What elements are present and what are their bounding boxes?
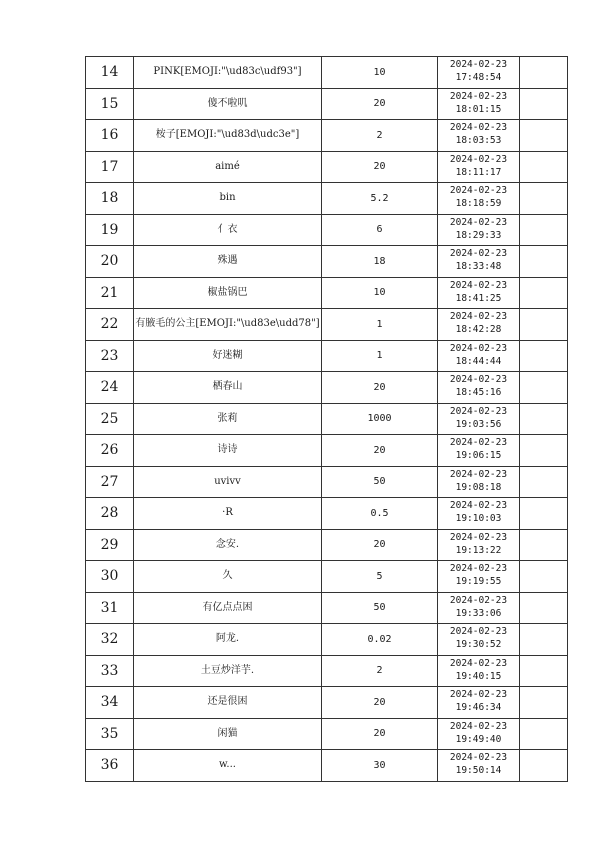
donation-timestamp (438, 466, 520, 498)
donation-amount: 6 (322, 214, 438, 246)
donation-amount: 20 (322, 435, 438, 467)
donation-time: 18:44:44 (455, 355, 502, 367)
donation-date: 2024-02-23 (449, 59, 508, 71)
remarks-cell (520, 120, 568, 152)
table-row (86, 403, 568, 435)
donor-name: 张莉 (134, 403, 322, 435)
table-row (86, 57, 568, 89)
remarks-cell (520, 718, 568, 750)
donor-name: 还是很困 (134, 687, 322, 719)
table-row (86, 750, 568, 782)
donation-table-body (86, 57, 568, 782)
row-number: 28 (86, 498, 134, 530)
donation-timestamp (438, 624, 520, 656)
donation-time: 19:30:52 (455, 639, 502, 651)
donor-name: 闲猫 (134, 718, 322, 750)
donation-time: 19:06:15 (455, 450, 502, 462)
table-row (86, 435, 568, 467)
donation-amount: 2 (322, 655, 438, 687)
donation-date: 2024-02-23 (449, 279, 508, 291)
donor-name: 念安. (134, 529, 322, 561)
table-row (86, 718, 568, 750)
row-number: 35 (86, 718, 134, 750)
remarks-cell (520, 309, 568, 341)
table-row (86, 561, 568, 593)
donation-date: 2024-02-23 (449, 531, 508, 543)
donation-amount: 10 (322, 277, 438, 309)
donation-date: 2024-02-23 (449, 374, 508, 386)
donor-name: 诗诗 (134, 435, 322, 467)
remarks-cell (520, 687, 568, 719)
donation-date: 2024-02-23 (449, 437, 508, 449)
table-row (86, 498, 568, 530)
donor-name: 殊遇 (134, 246, 322, 278)
donor-name: uvivv (134, 466, 322, 498)
donation-date: 2024-02-23 (449, 216, 508, 228)
table-row (86, 277, 568, 309)
donation-time: 18:29:33 (455, 229, 502, 241)
remarks-cell (520, 624, 568, 656)
donation-time: 19:19:55 (455, 576, 502, 588)
donation-timestamp (438, 529, 520, 561)
table-row (86, 340, 568, 372)
donation-amount: 50 (322, 466, 438, 498)
donor-name: 椒盐锅巴 (134, 277, 322, 309)
donation-amount: 20 (322, 718, 438, 750)
row-number: 36 (86, 750, 134, 782)
donation-timestamp (438, 151, 520, 183)
donation-amount: 10 (322, 57, 438, 89)
remarks-cell (520, 435, 568, 467)
row-number: 26 (86, 435, 134, 467)
table-row (86, 529, 568, 561)
remarks-cell (520, 655, 568, 687)
donor-name: 久 (134, 561, 322, 593)
donation-date: 2024-02-23 (449, 90, 508, 102)
remarks-cell (520, 277, 568, 309)
donation-time: 19:50:14 (455, 765, 502, 777)
donation-timestamp (438, 277, 520, 309)
donation-timestamp (438, 498, 520, 530)
donation-timestamp (438, 403, 520, 435)
donation-time: 19:08:18 (455, 481, 502, 493)
remarks-cell (520, 561, 568, 593)
donation-time: 18:11:17 (455, 166, 502, 178)
remarks-cell (520, 340, 568, 372)
donation-amount: 18 (322, 246, 438, 278)
table-row (86, 687, 568, 719)
donor-name: PINK[EMOJI:"\ud83c\udf93"] (134, 57, 322, 89)
remarks-cell (520, 466, 568, 498)
donation-time: 19:33:06 (455, 607, 502, 619)
donor-name: 土豆炒洋芋. (134, 655, 322, 687)
donation-amount: 5.2 (322, 183, 438, 215)
donation-time: 18:03:53 (455, 135, 502, 147)
donation-time: 18:41:25 (455, 292, 502, 304)
donor-name: 有腋毛的公主[EMOJI:"\ud83e\udd78"] (134, 309, 322, 341)
donor-name: aimé (134, 151, 322, 183)
table-row (86, 592, 568, 624)
donation-date: 2024-02-23 (449, 342, 508, 354)
row-number: 15 (86, 88, 134, 120)
donation-date: 2024-02-23 (449, 248, 508, 260)
donation-date: 2024-02-23 (449, 405, 508, 417)
donation-date: 2024-02-23 (449, 657, 508, 669)
row-number: 17 (86, 151, 134, 183)
donation-timestamp (438, 561, 520, 593)
donation-date: 2024-02-23 (449, 468, 508, 480)
donation-timestamp (438, 372, 520, 404)
donation-time: 19:40:15 (455, 670, 502, 682)
table-row (86, 624, 568, 656)
donation-date: 2024-02-23 (449, 563, 508, 575)
donation-time: 18:33:48 (455, 261, 502, 273)
table-row (86, 120, 568, 152)
donation-timestamp (438, 246, 520, 278)
donation-timestamp (438, 655, 520, 687)
donation-amount: 50 (322, 592, 438, 624)
remarks-cell (520, 183, 568, 215)
donation-date: 2024-02-23 (449, 720, 508, 732)
donation-time: 17:48:54 (455, 72, 502, 84)
donation-timestamp (438, 718, 520, 750)
table-row (86, 88, 568, 120)
donation-timestamp (438, 340, 520, 372)
table-row (86, 372, 568, 404)
donation-amount: 30 (322, 750, 438, 782)
table-row (86, 466, 568, 498)
donation-date: 2024-02-23 (449, 153, 508, 165)
row-number: 22 (86, 309, 134, 341)
donation-time: 18:01:15 (455, 103, 502, 115)
donor-name: 桉子[EMOJI:"\ud83d\udc3e"] (134, 120, 322, 152)
row-number: 25 (86, 403, 134, 435)
donation-time: 18:18:59 (455, 198, 502, 210)
remarks-cell (520, 372, 568, 404)
row-number: 31 (86, 592, 134, 624)
row-number: 14 (86, 57, 134, 89)
row-number: 30 (86, 561, 134, 593)
table-row (86, 151, 568, 183)
donation-date: 2024-02-23 (449, 689, 508, 701)
donation-amount: 20 (322, 687, 438, 719)
remarks-cell (520, 246, 568, 278)
donor-name: w... (134, 750, 322, 782)
remarks-cell (520, 88, 568, 120)
remarks-cell (520, 151, 568, 183)
donation-timestamp (438, 88, 520, 120)
table-row (86, 214, 568, 246)
remarks-cell (520, 592, 568, 624)
donor-name: 好迷糊 (134, 340, 322, 372)
row-number: 19 (86, 214, 134, 246)
donation-time: 19:13:22 (455, 544, 502, 556)
table-row (86, 309, 568, 341)
donation-table (85, 56, 568, 782)
donation-date: 2024-02-23 (449, 185, 508, 197)
table-row (86, 246, 568, 278)
donation-amount: 1 (322, 309, 438, 341)
donation-amount: 20 (322, 88, 438, 120)
donation-date: 2024-02-23 (449, 500, 508, 512)
row-number: 32 (86, 624, 134, 656)
donation-amount: 0.5 (322, 498, 438, 530)
donor-name: bin (134, 183, 322, 215)
donation-time: 18:42:28 (455, 324, 502, 336)
donation-timestamp (438, 592, 520, 624)
donation-amount: 2 (322, 120, 438, 152)
donation-time: 19:10:03 (455, 513, 502, 525)
donor-name: 亻衣 (134, 214, 322, 246)
row-number: 34 (86, 687, 134, 719)
row-number: 20 (86, 246, 134, 278)
remarks-cell (520, 529, 568, 561)
row-number: 23 (86, 340, 134, 372)
table-row (86, 183, 568, 215)
remarks-cell (520, 403, 568, 435)
donation-amount: 1000 (322, 403, 438, 435)
donation-date: 2024-02-23 (449, 311, 508, 323)
remarks-cell (520, 57, 568, 89)
remarks-cell (520, 214, 568, 246)
donation-amount: 20 (322, 151, 438, 183)
donation-timestamp (438, 57, 520, 89)
row-number: 27 (86, 466, 134, 498)
donation-timestamp (438, 214, 520, 246)
donation-date: 2024-02-23 (449, 122, 508, 134)
donor-name: 傻不啦叽 (134, 88, 322, 120)
row-number: 18 (86, 183, 134, 215)
row-number: 24 (86, 372, 134, 404)
donation-amount: 20 (322, 529, 438, 561)
donation-date: 2024-02-23 (449, 752, 508, 764)
row-number: 29 (86, 529, 134, 561)
donation-timestamp (438, 687, 520, 719)
donation-date: 2024-02-23 (449, 594, 508, 606)
row-number: 33 (86, 655, 134, 687)
remarks-cell (520, 498, 568, 530)
donation-timestamp (438, 750, 520, 782)
donor-name: 有亿点点困 (134, 592, 322, 624)
table-row (86, 655, 568, 687)
donation-time: 19:49:40 (455, 733, 502, 745)
donation-time: 19:03:56 (455, 418, 502, 430)
donation-time: 18:45:16 (455, 387, 502, 399)
donation-timestamp (438, 309, 520, 341)
donation-timestamp (438, 120, 520, 152)
donation-amount: 5 (322, 561, 438, 593)
remarks-cell (520, 750, 568, 782)
donation-timestamp (438, 435, 520, 467)
donor-name: 栖春山 (134, 372, 322, 404)
donation-amount: 20 (322, 372, 438, 404)
row-number: 21 (86, 277, 134, 309)
donation-amount: 0.02 (322, 624, 438, 656)
row-number: 16 (86, 120, 134, 152)
donation-amount: 1 (322, 340, 438, 372)
donor-name: ·R (134, 498, 322, 530)
donor-name: 阿龙. (134, 624, 322, 656)
donation-timestamp (438, 183, 520, 215)
donation-date: 2024-02-23 (449, 626, 508, 638)
donation-time: 19:46:34 (455, 702, 502, 714)
